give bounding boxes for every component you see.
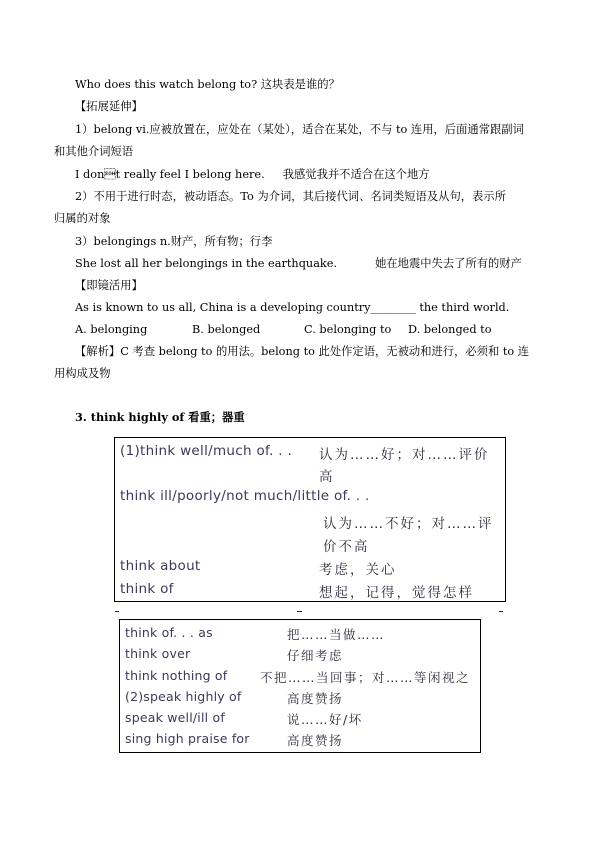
- phrase-en: sing high praise for: [125, 731, 250, 746]
- note-1-line-1: 1）belong vi.应被放置在，应处在（某处），适合在某处，不与 to 连用，后面通常跟副词: [75, 123, 524, 136]
- option-a: A. belonging: [75, 323, 148, 336]
- phrase-en: think of. . . as: [125, 625, 213, 640]
- note-2-line-2: 归属的对象: [54, 212, 111, 225]
- practice-question: As is known to us all, China is a developing country________ the third world.: [75, 301, 510, 314]
- phrase-en: think nothing of: [125, 668, 228, 683]
- phrase-cn: 说……好/坏: [287, 712, 363, 727]
- phrase-en: think ill/poorly/not much/little of. . .: [120, 488, 370, 504]
- example-chinese: 我感觉我并不适合在这个地方: [282, 168, 430, 181]
- phrase-cn: 仔细考虑: [287, 648, 344, 663]
- phrase-en: think of: [120, 581, 174, 597]
- phrase-cn: 想起，记得，觉得怎样: [319, 585, 474, 601]
- analysis-line-1: 【解析】C 考查 belong to 的用法。belong to 此处作定语，无被动和进行，必须和 to 连: [75, 345, 530, 358]
- note-2-line-1: 2）不用于进行时态，被动语态。To 为介词，其后接代词、名词类短语及从句，表示所: [75, 190, 506, 203]
- example-english: I dont really feel I belong here.: [75, 168, 265, 181]
- phrase-en: speak well/ill of: [125, 710, 225, 725]
- phrase-cn-continued: 价不高: [323, 539, 370, 555]
- analysis-line-2: 用构成及物: [54, 367, 111, 380]
- phrase-cn: 不把……当回事；对……等闲视之: [260, 670, 471, 685]
- phrase-en: think about: [120, 558, 201, 574]
- section-label-extension: 【拓展延伸】: [75, 100, 143, 113]
- phrase-table-1: [114, 437, 506, 602]
- phrase-cn: 把……当做……: [287, 627, 386, 642]
- section-heading-think-highly-of: 3. think highly of 看重；器重: [75, 410, 245, 424]
- example-chinese: 她在地震中失去了所有的财产: [375, 257, 522, 270]
- phrase-cn: 认为……不好；对……评: [323, 516, 494, 532]
- option-b: B. belonged: [192, 323, 261, 336]
- phrase-cn: 考虑，关心: [319, 562, 397, 578]
- option-c: C. belonging to: [304, 323, 392, 336]
- phrase-table-2: [119, 619, 481, 753]
- example-sentence-watch: Who does this watch belong to? 这块表是谁的？: [75, 78, 340, 91]
- note-1-line-2: 和其他介词短语: [54, 145, 134, 158]
- note-3: 3）belongings n.财产，所有物；行李: [75, 235, 273, 248]
- phrase-en: (1)think well/much of. . .: [120, 443, 293, 459]
- phrase-cn: 认为……好；对……评价: [319, 447, 490, 463]
- example-english: She lost all her belongings in the earthquake.: [75, 257, 338, 270]
- phrase-cn-continued: 高: [319, 469, 335, 485]
- example-sentence-belong-here: [75, 167, 430, 183]
- phrase-en: (2)speak highly of: [125, 689, 242, 704]
- scan-artifact-line: [115, 611, 503, 612]
- option-d: D. belonged to: [408, 323, 492, 336]
- phrase-cn: 高度赞扬: [287, 691, 344, 706]
- section-label-practice: 【即镜活用】: [75, 279, 143, 292]
- phrase-en: think over: [125, 646, 191, 661]
- phrase-cn: 高度赞扬: [287, 733, 344, 748]
- example-sentence-earthquake: [75, 256, 522, 272]
